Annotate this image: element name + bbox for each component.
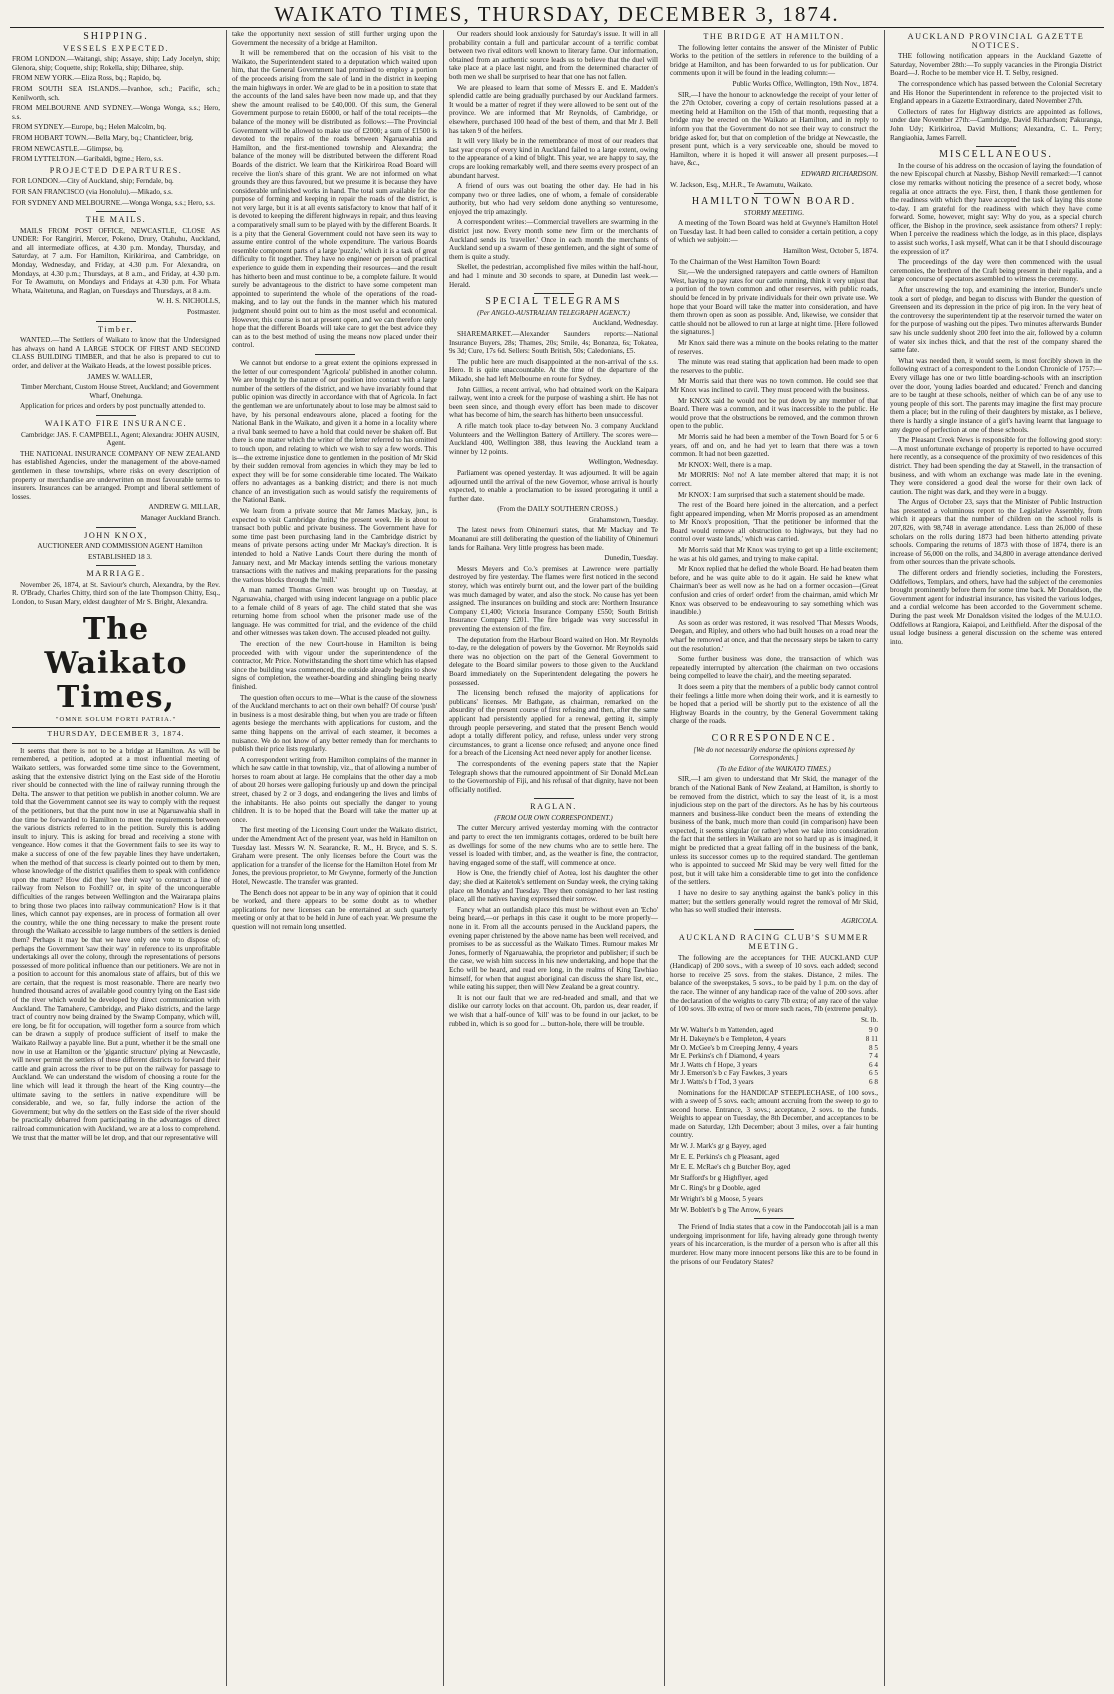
article-paragraph: We learn from a private source that Mr James Mackay, jun., is expected to visit Cambridge during the present week. He is about to transact both public and private business. The Government have for some time past been purchasing land in the Cambridge district by means of private persons acting under Mr Mackay's direction. It is intended to hold a Native Lands Court there during the month of January next, and Mr Mackay intends settling the various monetary transactions with the natives and making preparations for the passing the various blocks through the 'mill.' <box>232 507 437 584</box>
section-divider <box>754 1218 794 1219</box>
timber-heading: Timber. <box>98 324 134 334</box>
section-divider <box>534 798 574 799</box>
section-divider <box>96 211 136 212</box>
article-paragraph: The Bench does not appear to be in any way of opinion that it could be worked, and there appears to be some doubt as to whether applications for new licenses can be entertained at such quarterly meeting or only at that to be held in June of each year. We presume the question will not remain long unsettled. <box>232 888 437 931</box>
vessel-entry: FROM MELBOURNE AND SYDNEY.—Wonga Wonga, s.s.; Hero, s.s. <box>12 104 220 121</box>
fire-insurance-signature: ANDREW G. MILLAR, <box>148 503 220 512</box>
miscellaneous-paragraph: The Argus of October 23, says that the Minister of Public Instruction has presented a voluminous report to the Legislative Assembly, from which it appears that the number of children on the school rolls is 207,826, with 98,748 in average attendance. Less than 26,000 of these scholars on the rolls during 1873 had been hitherto attending private schools. Comparing the returns of 1873 with those of 1874, there is an increase of 56,000 on the rolls, and 34,800 in average attendance derived from other sources than the private schools. <box>890 498 1102 567</box>
article-paragraph: The erection of the new Court-house in Hamilton is being proceeded with with vigour under the superintendence of the contractor, Mr Price. Notwithstanding the short time which has elapsed since the building was commenced, the outside already begins to show signs of completion, the weather-boarding and shingling being nearly finished. <box>232 639 437 691</box>
telegram-item: John Gillies, a recent arrival, who had obtained work on the Kaipara railway, went into a creek for the purpose of washing a shirt. He has not been seen since, and though every effort has been made to discover what has become of him, the search has hitherto been unsuccessful. <box>449 385 658 420</box>
miscellaneous-paragraph: The different orders and friendly societies, including the Foresters, Oddfellows, Templars, and others, have had the subject of the ceremonies brought prominently before them for some time back. Mr Donaldson, the Government agent for industrial insurance, has visited the various lodges, and a cordial welcome has been accorded to the Government scheme. During the past week Mr Donaldson visited the lodges of the M.U.I.O. Oddfellows at Rangiora, Kaiapoi, and Leithfield. After the disposal of the usual lodge business a general discussion on the scheme was entered into. <box>890 569 1102 646</box>
vessel-entry: FROM SOUTH SEA ISLANDS.—Ivanhoe, sch.; Pacific, sch.; Kenilworth, sch. <box>12 84 220 102</box>
racing-entry: Mr J. Watts's b f Tod, 3 years 6 8 <box>670 1077 878 1086</box>
section-divider <box>96 415 136 416</box>
telegram-item: A rifle match took place to-day between No. 3 company Auckland Volunteers and the Wellington Battery of Artillery. The scores were—Auckland 400, Wellington 388, thus leaving the Auckland team a winner by 12 points. <box>449 421 658 456</box>
timber-signature-role: Timber Merchant, Custom House Street, Auckland; and Government Wharf, Onehunga. <box>21 383 219 400</box>
town-board-heading: HAMILTON TOWN BOARD. <box>691 196 857 208</box>
gazette-paragraph: Collectors of rates for Highway districts are appointed as follows, under date November 27th:—Cambridge, David Richardson; Pakuranga, John Udy; Kirikiriroa, David Mullions; Alexandra, C. L. Perry; Rangiaohia, James Farrell. <box>890 107 1102 142</box>
telegrams-place: Auckland, Wednesday. <box>592 319 658 328</box>
telegram-item: Parliament was opened yesterday. It was adjourned. It will be again adjourned until the arrival of the new Governor, whose arrival is hourly expected, to enable a proclamation to be issued prorogating it until a further date. <box>449 468 658 503</box>
town-board-paragraph: The rest of the Board here joined in the altercation, and a perfect fight appeared impending, when Mr Morris proposed as an amendment to Mr Knox's proposition, 'That the petitioner be informed that the Board would remove all obstruction to highways, but they had no control over waste lands,' which was carried. <box>670 501 878 544</box>
town-board-paragraph: Sir,—We the undersigned ratepayers and cattle owners of Hamilton West, having to pay rates for our cattle running, think it very unjust that a portion of the town common and other reserves, with public roads, should be fenced in by private individuals for their own private use. We hope that your Board will take the matter into consideration, and have them thrown open as soon as possible. And, likewise, we consider that cattle should not be allowed to run at large at night time. [Here followed the signatures.] <box>670 268 878 337</box>
miscellaneous-paragraph: What was needed then, it would seem, is most forcibly shown in the following extract of a correspondent to the London Chronicle of 1757:—Every village has one or two little boarding-schools with an inscription over the door, 'young ladies boarded and educated.' French and dancing are to be taught at these schools, neither of which can be of any use to young people of this sort. The parents may imagine the first may procure them a place; but in the ruling of their daughters by mistake, as I believe, there is hardly a single instance of a girl's having learnt that language to any degree of perfection at one of these schools. <box>890 356 1102 434</box>
raglan-paragraph: The cutter Mercury arrived yesterday morning with the contractor and party to erect the ten immigrants cottages, ordered to be built here as dwellings for some of the new chums who are to settle here. The vessel is loaded with timber, and, as the weather is fine, the contractor, having engaged some of the staff, will commence at once. <box>449 824 658 867</box>
article-paragraph: A man named Thomas Green was brought up on Tuesday, at Ngaruawahia, charged with using indecent language on a public place to a female child of 8 years of age. The child stated that she was returning home from school when the prisoner made use of the language. He was committed for trial, and the evidence of the child and other witnesses was taken down. The accused pleaded not guilty. <box>232 586 437 638</box>
steeplechase-entry: Mr W. Boblett's b g The Arrow, 6 years <box>670 1205 783 1214</box>
bridge-heading: THE BRIDGE AT HAMILTON. <box>703 32 845 41</box>
news-paragraph: We are pleased to learn that some of Messrs E. and E. Madden's splendid cattle are being gradually purchased by our Auckland farmers. It would be a matter of regret if they were allowed to be sent out of the province. We are informed that Mr Reynolds, of Cambridge, or elsewhere, purchased 100 head of the best of them, and that Mr J. Bell has taken 9 of the heifers. <box>449 83 658 135</box>
section-divider <box>534 293 574 294</box>
column-5 <box>890 30 1102 1686</box>
miscellaneous-paragraph: After unscrewing the top, and examining the interior, Bunder's uncle took a sort of pledge, and began to discuss with Bunder the question of Greenseen and its depression in the price of pig iron. In the very heat of the controversy the superintendent tip at the reservoir turned the water on for the purpose of washing out the pipes. Two minutes afterwards Bunder saw his uncle suddenly shoot 200 feet into the air, followed by a column of water six inches thick, and that the rest of the company shared the same fate. <box>890 286 1102 355</box>
news-paragraph: Skellet, the pedestrian, accomplished five miles within the half-hour, and had 1 minute and 30 seconds to spare, at Dunedin last week.—Herald. <box>449 263 658 289</box>
raglan-paragraph: How is One, the friendly chief of Aotea, lost his daughter the other day; she died at Kaitetok's settlement on Sunday week, the crying taking place on Monday and Tuesday. They then consigned to her last resting place, all the natives having expressed their sorrow. <box>449 869 658 904</box>
telegrams-heading: SPECIAL TELEGRAMS <box>485 296 622 308</box>
correspondence-heading: CORRESPONDENCE. <box>711 732 837 744</box>
column-4 <box>670 30 878 1686</box>
bridge-recipient: W. Jackson, Esq., M.H.R., Te Awamutu, Waikato. <box>670 180 813 189</box>
knox-text: AUCTIONEER AND COMMISSION AGENT Hamilton <box>37 542 203 551</box>
departure-entry: FOR LONDON.—City of Auckland, ship; Ferndale, bq. <box>12 177 174 186</box>
telegram-source: (From the DAILY SOUTHERN CROSS.) <box>497 505 618 514</box>
correspondence-paragraph: SIR,—I am given to understand that Mr Skid, the manager of the branch of the National Bank of New Zealand, at Hamilton, is shortly to be removed from the district, which to say the least of it, is a most injudicious step on the part of the directors. As he has by his courteous manners and business-like conduct been the means of extending the business of the bank, much more than could (in comparison) have been expected, it seems singular (or rather) when we take into consideration the fact that the settlers in Waikato are not so hard up as is imagined, it might be predicted that a great falling off in the business of the bank, unless its successor comes up to the required standard. The gentleman who is appointed to succeed Mr Skid may be very well fitted for the post, but it will take him a considerable time to get into the confidence of the settlers. <box>670 775 878 887</box>
town-board-paragraph: The minute was read stating that application had been made to open the reserves to the public. <box>670 358 878 375</box>
steeplechase-entry: Mr E. E. McRae's ch g Butcher Boy, aged <box>670 1163 791 1172</box>
raglan-paragraph: It is not our fault that we are red-headed and small, and that we dislike our carroty locks on that account. Oh, pardon us, dear reader, if we wish that a half-ounce of 'kill' was to be found in our jacket, to be rubbed in, which is so good for ... button-hole, there will be trouble. <box>449 993 658 1028</box>
racing-entry: Mr O. McGee's b m Creeping Jenny, 4 years 8 5 <box>670 1043 878 1052</box>
knox-heading: JOHN KNOX, <box>84 530 148 540</box>
leader-paragraph: It seems that there is not to be a bridge at Hamilton. As will be remembered, a petition, adopted at a most influential meeting of Waikato settlers, was forwarded some time since to the Government, asking that the extensive district lying on the East side of the Horotiu river should be connected with the line of railway running through the Delta. The answer to that petition we publish in another column. We are told that the Government cannot see its way to comply with the request of the petitioners, but that the punt now in use at Ngaruawahia shall in due time be forwarded to Hamilton to meet the requirements between the various districts referred to in the petition. Surely this is adding insult to injury. This is asking for bread and receiving a stone with vengeance. How comes it that the Government fails to see its way to make a success of one of the few payable lines they have undertaken, when the method of that success is clearly pointed out to them by men, whose knowledge of the district qualifies them to speak with confidence upon the matter? How did they 'see their way' to construct a line of railway from Nelson to Foxhill? or, in spite of the unconquerable difficulties of the ranges between Wellington and the Wairarapa plains to bring those two places into railway communication? How is it that lines, which cannot pay expenses, are in process of formation all over the country, while the one thing necessary to make the present route through the Waikato accessible to large numbers of the settlers is denied them? Perhaps it may be that we have only one vote to dispose of; perhaps the Government 'saw their way' in reference to its unprofitable undertakings all over the colony, through the representations of persons possessed of more political influence than our petitioners. We are not in a position to account for this anomalous state of affairs, but of this we are certain, that the request is most reasonable. There are nearly two hundred thousand acres of available good country lying on the East side of the river which would be developed by direct communication with Auckland. The Tamahere, Cambridge, and Piako districts, and the large tract of country now being drained by the Swamp Company, which will, ere long, be fit for occupation, will together form a source from which can be drawn a supply of produce sufficient of itself to make the Waikato Railway a payable line. But a punt, whether it be the small one now in use at Hamilton or the 'gigantic structure' plying at Newcastle, will never permit the settlers of these different districts to forward their cattle and grain across the river to be put on the railway for passage to Auckland. We can understand the wisdom of choosing a route for the line which will lead it through the heart of the King country—the ultimate saving to the settlers in native expenditure will be considerable, and we, so far, fully indorse the action of the Government; but why do the settlers on the East side of the river should be practically debarred from participating in the advantages of direct railroad communication with Auckland, we are at a loss to comprehend. We trust that the matter will be let drop, and that our representative will <box>12 746 220 1142</box>
bridge-place: Public Works Office, Wellington, 19th Nov., 1874. <box>732 79 878 88</box>
timber-note: Application for prices and orders by post punctually attended to. <box>20 402 206 411</box>
miscellaneous-paragraph: In the course of his address on the occasion of laying the foundation of the new Episcopal church at Nassby, Bishop Nevill remarked:—'I cannot close my remarks without noticing the presence of a secret body, whose regalia at once attracts the eye. First, then, I thank those gentlemen for the readiness with which they have accepted the task of laying this stone to-day. I am grateful for the readiness with which they have come forward. Some, however, might say: Why do you, as a special church officer, the Bishop in the province, seek assistance from others? I reply: When I perceive the readiness which the lodge, as in this place, displays to assist such works, I ask myself, What can it be that I should discourage the expression of it?' <box>890 161 1102 256</box>
departure-entry: FOR SAN FRANCISCO (via Honolulu).—Mikado, s.s. <box>12 187 173 196</box>
newspaper-nameplate: The Waikato Times, <box>44 611 188 715</box>
racing-heading: AUCKLAND RACING CLUB'S SUMMER MEETING. <box>678 933 870 951</box>
nameplate-motto: "OMNE SOLUM FORTI PATRIA." <box>55 715 177 723</box>
mails-heading: THE MAILS. <box>85 215 147 225</box>
dateline-rule <box>12 743 220 744</box>
article-paragraph: The question often occurs to me—What is the cause of the slowness of the Auckland merchants to act on their own behalf? Of course 'push' in business is a most desirable thing, but when you are trade or fifteen agents besiege the merchants with applications for custom, and the same thing happens on the arrival of each steamer, it becomes a nuisance. We do not know of any better remedy than for merchants to publish their price lists regularly. <box>232 693 437 754</box>
timber-signature: JAMES W. WALLER, <box>87 372 153 381</box>
vessel-entry: FROM HOBART TOWN.—Bella Mary, bq.; Chanticleer, brig. <box>12 133 194 142</box>
town-board-paragraph: Mr KNOX: I am surprised that such a statement should be made. <box>678 490 865 499</box>
racing-weights-header: St. lb. <box>861 1015 878 1024</box>
town-board-paragraph: To the Chairman of the West Hamilton Town Board: <box>670 257 821 266</box>
marriage-text: November 26, 1874, at St. Saviour's church, Alexandra, by the Rev. R. O'Brady, Charles Chitty, third son of the late Thompson Chitty, Esq., London, to Susan Mary, eldest daughter of Mr S. Bright, Alexandra. <box>12 580 220 607</box>
section-divider <box>96 527 136 528</box>
racing-nominations: Nominations for the HANDICAP STEEPLECHASE, of 100 sovs., with a sweep of 5 sovs. each; amount accruing from the sweep to go to second horse. Entrance, 3 sovs.; acceptance, 2 sovs. to the funds. Weights to appear on Tuesday, the 8th December, and acceptances to be made on Saturday, 12th December; about 3 miles, over a fair hunting country. <box>670 1088 878 1140</box>
town-board-paragraph: Mr KNOX: Well, there is a map. <box>678 460 772 469</box>
timber-text: WANTED.—The Settlers of Waikato to know that the Undersigned has always on hand A LARGE STOCK OF FIRST AND SECOND CLASS BUILDING TIMBER, and that he also is prepared to cut to order, and deliver at the Waikato Heads, at the lowest possible prices. <box>12 336 220 370</box>
news-paragraph: A friend of ours was out boating the other day. He had in his company two or three ladies, one of whom, a female of considerable authority, but who had very seldom done anything so venturesome, enjoyed the trip amazingly. <box>449 182 658 216</box>
column-rule <box>884 30 885 1686</box>
town-board-paragraph: Mr MORRIS: No! no! A late member altered that map; it is not correct. <box>670 471 878 488</box>
miscellaneous-heading: MISCELLANEOUS. <box>939 149 1053 161</box>
leader-continuation: take the opportunity next session of still further urging upon the Government the necessity of a bridge at Hamilton. <box>232 30 437 47</box>
section-divider <box>754 193 794 194</box>
town-board-paragraph: Mr Morris said he had been a member of the Town Board for 5 or 6 years, off and on, and he had yet to learn that there was a town common. It had not been gazetted. <box>670 432 878 459</box>
page-masthead: WAIKATO TIMES, THURSDAY, DECEMBER 3, 1874. <box>274 2 840 26</box>
news-paragraph: Our readers should look anxiously for Saturday's issue. It will in all probability contain a full and particular account of a terrific combat between two rival editors well known to literary fame. Our information, obtained from an authentic source leads us to believe that the duel will take place at a place last night, and from the determined character of both men we shall be surprised to hear that one has not fallen. <box>449 30 658 81</box>
racing-intro: The following are the acceptances for THE AUCKLAND CUP (Handicap) of 200 sovs., with a sweep of 10 sovs. each added; second horse to receive 25 sovs. from the stakes. Distance, 2 miles. The balance of the sweepstakes, 5 sovs., to be paid by 1 p.m. on the day of the race. The winner of any handicap race of the value of 200 sovs. after the declaration of the weights to carry 7lb extra; of any race of the value of 100 sovs. 3lb extra; of two or more such races, 7lb (extreme penalty). <box>670 953 878 1014</box>
bridge-letter: SIR,—I have the honour to acknowledge the receipt of your letter of the 27th October, covering a copy of certain resolutions passed at a meeting held at Hamilton on the 15th of that month, requesting that a bridge may be erected on the Waikato at Hamilton, and in reply to inform you that the Government do not see their way to construct the bridge asked for, but that on completion of the bridge at Newcastle, the present punt, which is a very serviceable one, should be moved to Hamilton, where it is hoped it will answer all present purposes.—I have, &c., <box>670 90 878 168</box>
fire-insurance-agents: Cambridge: JAS. F. CAMPBELL, Agent; Alexandra: JOHN AUSIN, Agent. <box>20 430 220 448</box>
issue-dateline: THURSDAY, DECEMBER 3, 1874. <box>47 729 185 739</box>
town-board-paragraph: Mr Morris said that there was no town common. He could see that Mr Knox was inclined to cavil. They must proceed with the business. <box>670 377 878 394</box>
nameplate-rule <box>12 727 220 728</box>
vessel-entry: FROM NEW YORK.—Eliza Ross, bq.; Rapido, bq. <box>12 74 162 83</box>
town-board-paragraph: As soon as order was restored, it was resolved 'That Messrs Woods, Deegan, and Ripley, and others who had built houses on a road near the wharf be removed at once, and that the necessary steps be taken to carry out the resolution.' <box>670 618 878 653</box>
article-paragraph: It will be remembered that on the occasion of his visit to the Waikato, the Superintendent stated to a deputation which waited upon him, that the General Government had promised to employ a portion of the proceeds arising from the sale of land in the district in keeping the main highways in order. We are glad to be in a position to state that the accounts of the land sales have been now made up, and that they shew the amount realised to be £40,000. Of this sum, the General Government purpose to retain £6000, or half of the total receipts—the balance of the money will be distributed as follows:—The Provincial Government will be allowed to make use of £2000; a sum of £1500 is devoted to the repairs of the roads between Ngaruawahia and Hamilton, and the first-mentioned township and Alexandra; the balance of the money will be distributed between the different Road Boards of the district. We learn that the Kirikiriroa Road Board will receive the lion's share of this grant. We are not informed on what grounds they are thus favoured, but we presume it is because they have considerable unfinished works in hand. The total sum available for the purpose of forming and keeping in repair the roads of the district, is not very large, but it is at all events satisfactory to know that half of it is devoted to keeping the different highways in repair, and thus leaving a comparatively small sum to be played with by the different Boards. It is a pity that the General Government could not have seen its way to assume entire control of the whole expenditure. The various Boards resemble component parts of a large 'puzzle,' which it is a task of great difficulty to fit together. They have no engineer or person of practical experience to guide them in expending their resources—and the result has hitherto been and must continue to be, a complete failure. It would surely be advantageous to the district to have some competent man appointed to superintend the whole of the operations of the road-making, and to lay out the funds in the manner which his matured judgment should point out to him as the most useful and economical. However, this course is not at present open, and we can therefore only hope that the different Boards will take care to get the best advice they can as to the best method of using the means now placed under their control. <box>232 49 437 350</box>
town-board-paragraph: It does seem a pity that the members of a public body cannot control their feelings a little more when doing their work, and it is earnestly to be hoped that a period will be shortly put to the existence of all the Highway Boards in the country, by the General Government taking charge of the roads. <box>670 682 878 726</box>
racing-entry: Mr W. Walter's b m Yattenden, aged 9 0 <box>670 1026 878 1035</box>
column-rule <box>443 30 444 1686</box>
news-paragraph: A correspondent writes:—Commercial travellers are swarming in the district just now. Every month some new firm or the merchants of Auckland sends its 'traveller.' Once in each month the merchants of Auckland send up a swarm of these gentlemen, and the sight of some of them is quite a study. <box>449 218 658 261</box>
telegram-item: The licensing bench refused the majority of applications for publicans' licenses. Mr Bathgate, as chairman, remarked on the absurdity of the present course of first refusing and then, after the same applicant had persistently applied for a renewal, getting it, simply through people persevering, and stated that the present Bench would adopt a totally different policy, and refuse, unless under very strong circumstances, to grant a license once refused; and anyone once fined for a breach of the Licensing Act need never apply for another license. <box>449 689 658 758</box>
telegram-item: SHAREMARKET.—Alexander Saunders reports:—National Insurance Buyers, 28s; Thames, 20s; Smile, 4s; Bonanza, 6s; Tokatea, 9s 3d; Cure, 17s 6d. Sellers: South British, 50s; Caledonians, £5. <box>449 330 658 356</box>
section-divider <box>754 730 794 731</box>
gazette-paragraph: The correspondence which has passed between the Colonial Secretary and His Honor the Superintendent in reference to the projected visit to England appears in a Gazette Extraordinary, dated November 27th. <box>890 79 1102 106</box>
racing-entry: Mr J. Watts ch f Hope, 3 years 6 4 <box>670 1060 878 1069</box>
telegrams-subheading: (Per ANGLO-AUSTRALIAN TELEGRAPH AGENCY.) <box>477 308 630 317</box>
steeplechase-entry: Mr C. Ring's br g Dooble, aged <box>670 1184 761 1193</box>
correspondence-paragraph: I have no desire to say anything against the bank's policy in this matter; but the settlers generally would regret the removal of Mr Skid, who has so well studied their interests. <box>670 889 878 915</box>
departure-entry: FOR SYDNEY AND MELBOURNE.—Wonga Wonga, s.s.; Hero, s.s. <box>12 198 215 207</box>
raglan-subheading: (FROM OUR OWN CORRESPONDENT.) <box>494 813 613 822</box>
correspondence-signature: AGRICOLA. <box>841 916 878 925</box>
vessel-entry: FROM SYDNEY.—Europe, bq.; Helen Malcolm, bq. <box>12 123 166 132</box>
town-board-paragraph: A meeting of the Town Board was held at Gwynne's Hamilton Hotel on Tuesday last. It had been called to consider a certain petition, a copy of which we subjoin:— <box>670 219 878 245</box>
departures-heading: PROJECTED DEPARTURES. <box>49 165 183 175</box>
fire-insurance-text: THE NATIONAL INSURANCE COMPANY OF NEW ZEALAND has established Agencies, under the management of the above-named gentlemen in these townships, where risks on every description of property or merchandise are underwritten on most favourable terms to insurers. Insurances can be arranged. Prompt and liberal settlement of losses. <box>12 449 220 501</box>
column-rule <box>226 30 227 1686</box>
telegram-item: The deputation from the Harbour Board waited on Hon. Mr Reynolds to-day, re the delegation of powers by the Governor. Mr Reynolds said there was no objection on the part of the General Government to delegate to the Board similar powers to those given to the Auckland Board immediately on the Superintendent delegating the powers he possessed. <box>449 635 658 687</box>
india-paragraph: The Friend of India states that a cow in the Pandoccotah jail is a man undergoing imprisonment for life, having already gone through twenty years of his incarceration, is the murder of a person who is after all this murderer. How many more innocent persons like this are to be found in the prisons of our Feudatory States? <box>670 1223 878 1266</box>
miscellaneous-paragraph: The proceedings of the day were then commenced with the usual ceremonies, the brethren of the Craft being present in their regalia, and a large concourse of spectators assembled to witness the ceremony. <box>890 258 1102 284</box>
mails-signature-role: Postmaster. <box>187 308 220 317</box>
racing-entry: Mr E. Perkins's ch f Diamond, 4 years 7 4 <box>670 1052 878 1061</box>
news-paragraph: It will very likely be in the remembrance of most of our readers that last year crops of every kind in Auckland failed to a large extent, owing to the appearance of a kind of blight. This year, we are happy to say, the crops are looking remarkably well, and there seems every prospect of an abundant harvest. <box>449 137 658 180</box>
telegram-item: The latest news from Ohinemuri states, that Mr Mackay and Te Moananui are still deliberating the question of the liability of Ohinemuri lands for Raihana. Very little progress has been made. <box>449 526 658 552</box>
raglan-paragraph: Fancy what an outlandish place this must be without even an 'Echo' being heard,—or perhaps in this case it ought to be more properly—none in it. From all the accounts perused in the Auckland papers, the evening paper christened by the above name has been well received, and promises to be as successful as the Waikato Times. Rumour makes Mr Jones, formerly of Ngaruawahia, the proprietor and publisher; if such be the case, we wish him success in his new undertaking, and hope that the Echo will be heard, and read ere long, in the realms of King Tawhiao himself, for when that august aboriginal can discuss the share list, etc., while eating his supper, then will New Zealand be a great country. <box>449 905 658 992</box>
shipping-heading: SHIPPING. <box>83 31 149 42</box>
racing-entry: Mr H. Dakeyne's b e Templeton, 4 years 8 11 <box>670 1034 878 1043</box>
article-paragraph: The first meeting of the Licensing Court under the Waikato district, under the Amendment Act of the present year, was held in Hamilton on Tuesday last. Messrs W. N. Searancke, R. M., H. Bryce, and S. S. Graham were present. The only licenses before the Court was the application for a transfer of the license for the Hamilton Hotel from Mr Jones, the previous proprietor, to Mr Gwynne, formerly of the Junction Hotel, Newcastle. The transfer was granted. <box>232 826 437 886</box>
mails-text: MAILS FROM POST OFFICE, NEWCASTLE, CLOSE AS UNDER: For Rangiriri, Mercer, Pokeno, Drury, Otahuhu, Auckland, and all intermediate offices, at 4.30 p.m. Monday, Thursday, and Saturday, at 7 a.m. For Hamilton, Kirikiriroa, and Cambridge, on Monday, Wednesday, and Friday, at 4.30 p.m. For Alexandra, on Mondays, at 4.30 p.m.; Thursdays, at 8 a.m., and Friday, at 4.30 p.m. For Te Awamutu, on Mondays and Fridays at 4.30 p.m. For Whata Whata, Waitetuna, and Raglan, on Tuesdays and Thursdays, at 8 a.m. <box>12 226 220 295</box>
column-rule <box>664 30 665 1686</box>
telegram-place: Dunedin, Tuesday. <box>604 554 658 563</box>
mails-signature: W. H. S. NICHOLLS, <box>156 297 220 306</box>
town-board-paragraph: Hamilton West, October 5, 1874. <box>783 247 878 256</box>
steeplechase-entry: Mr Wright's bl g Moose, 5 years <box>670 1195 763 1204</box>
town-board-paragraph: Mr KNOX said he would not be put down by any member of that Board. There was a common, and it was inaccessible to the public. He would prove that the obstructions be removed, and the common thrown open to the public. <box>670 396 878 431</box>
section-divider <box>96 321 136 322</box>
telegram-place: Grahamstown, Tuesday. <box>588 515 658 524</box>
section-divider <box>754 929 794 930</box>
bridge-signature: EDWARD RICHARDSON. <box>801 169 878 178</box>
town-board-subheading: STORMY MEETING. <box>743 208 805 217</box>
knox-established: ESTABLISHED 18 3. <box>88 552 152 561</box>
raglan-heading: RAGLAN. <box>530 802 577 812</box>
article-paragraph: We cannot but endorse to a great extent the opinions expressed in the letter of our correspondent 'Agricola' published in another column. We are brought by the nature of our position into contact with a large number of the settlers of the district, and we have invariably found that public opinion was directly in accordance with that of Agricola. In fact the gentleman we are unfortunately about to lose may be almost said to have, by his personal endeavours alone, placed a footing for the National Bank in the Waikato, and given it a home in a locality where a rival bank seemed to have a hold that could never be shaken off. But there is one matter which the writer of the letter referred to has omitted to touch upon, and relating to which we wish to say a few words. This is—the extreme injustice done to gentlemen in the position of Mr Skid by their sudden removal from agencies in which they may be led to expect they will be for some considerable time located. The Waikato offers no advantages as a banking district; and there is not much chance of an investigation such as would satisfy the requirements of the National Bank. <box>232 358 437 505</box>
article-paragraph: A correspondent writing from Hamilton complains of the manner in which he saw cattle in that township, viz., that of allowing a number of horses to roam about at large. He complains that the other day a mob of about 20 horses were galloping furiously up and down the principal street, chased by 2 or 3 dogs, and endangering the lives and limbs of the inhabitants. He also points out specially the danger to young children. It is to be hoped that the Board will take the matter up at once. <box>232 755 437 824</box>
vessel-entry: FROM NEWCASTLE.—Glimpse, bq. <box>12 144 124 153</box>
telegram-place: Wellington, Wednesday. <box>588 458 658 467</box>
steeplechase-entry: Mr W. J. Mark's gr g Bayey, aged <box>670 1142 767 1151</box>
steeplechase-entry: Mr Stafford's br g Highflyer, aged <box>670 1173 768 1182</box>
town-board-paragraph: Some further business was done, the transaction of which was repeatedly interrupted by altercation (the chairman on two occasions being compelled to leave the chair), and the meeting separated. <box>670 655 878 681</box>
correspondence-to: (To the Editor of the WAIKATO TIMES.) <box>717 764 831 773</box>
racing-entry: Mr J. Emerson's b c Fay Fawkes, 3 years 6 5 <box>670 1069 878 1078</box>
fire-insurance-signature-role: Manager Auckland Branch. <box>140 513 220 522</box>
marriage-heading: MARRIAGE. <box>86 569 146 579</box>
town-board-paragraph: Mr Knox replied that he defied the whole Board. He had beaten them before, and he was quite able to do it again. He said he knew what Chairman's beer as well now as he had on a former occasion—(Great confusion and cries of order! order! from the chairman, amid which Mr Knox was observed to be endeavouring to say something which was inaudible.) <box>670 565 878 617</box>
masthead-rule <box>10 27 1104 28</box>
telegram-item: The public here are much disappointed at the non-arrival of the s.s. Hero. It is quite unaccountable. At the time of the departure of the Mikado, she had left Melbourne en route for Sydney. <box>449 357 658 383</box>
section-divider <box>96 565 136 566</box>
fire-insurance-heading: WAIKATO FIRE INSURANCE. <box>44 418 188 428</box>
section-divider <box>976 146 1016 147</box>
telegram-item: The correspondents of the evening papers state that the Napier Telegraph shows that the rumoured appointment of Sir Donald McLean to the Governorship of Fiji, and his refusal of that dignity, have not been officially notified. <box>449 759 658 794</box>
correspondence-note: [We do not necessarily endorse the opinions expressed by Correspondents.] <box>693 745 855 763</box>
telegram-item: Messrs Meyers and Co.'s premises at Lawrence were partially destroyed by fire yesterday. The flames were first noticed in the second storey, which was entirely burnt out, and the lower part of the building was much damaged by water, and also the stock. No cause has yet been assigned. The insurances on building and stock are: Northern Insurance Company £1,400; Victoria Insurance Company £550; South British Insurance Company £201. The fire brigade was very successful in preventing the extension of the fire. <box>449 564 658 633</box>
column-1 <box>12 30 220 1686</box>
miscellaneous-paragraph: The Pleasant Creek News is responsible for the following good story:—A most unfortunate exchange of property is reported to have occurred here recently, as a consequence of the proximity of two residences of this district. They had been spending the day at Stawell, in the transaction of business, and with whom an exchange was made late in the evening. They were considered a good deal the worse for their own lack of caution. The night was dark, and they were in a buggy. <box>890 436 1102 496</box>
town-board-paragraph: Mr Knox said there was a minute on the books relating to the matter of reserves. <box>670 339 878 356</box>
column-3 <box>449 30 658 1686</box>
gazette-paragraph: THE following notification appears in the Auckland Gazette of Saturday, November 28th:—To supply vacancies in the Pirongia District Board—J. Roche to be member vice H. T. Selby, resigned. <box>890 52 1102 78</box>
vessels-heading: VESSELS EXPECTED. <box>62 43 170 53</box>
column-2 <box>232 30 437 1686</box>
steeplechase-entry: Mr E. E. Perkins's ch g Pleasant, aged <box>670 1152 780 1161</box>
vessel-entry: FROM LONDON.—Waitangi, ship; Assaye, ship; Lady Jocelyn, ship; Glenora, ship; Coquette, ship; Rokella, ship; Dilharee, ship. <box>12 55 220 72</box>
town-board-paragraph: Mr Morris said that Mr Knox was trying to get up a little excitement; he was at his old games, and trying to make capital. <box>670 546 878 563</box>
bridge-intro: The following letter contains the answer of the Minister of Public Works to the petition of the settlers in reference to the building of a bridge at Hamilton, and has been forwarded to us for publication. Our comments upon it will be found in the leading column:— <box>670 43 878 78</box>
section-divider <box>315 354 355 355</box>
gazette-heading: AUCKLAND PROVINCIAL GAZETTE NOTICES. <box>907 32 1085 50</box>
vessel-entry: FROM LYTTELTON.—Garibaldi, bgtne.; Hero, s.s. <box>12 155 164 164</box>
